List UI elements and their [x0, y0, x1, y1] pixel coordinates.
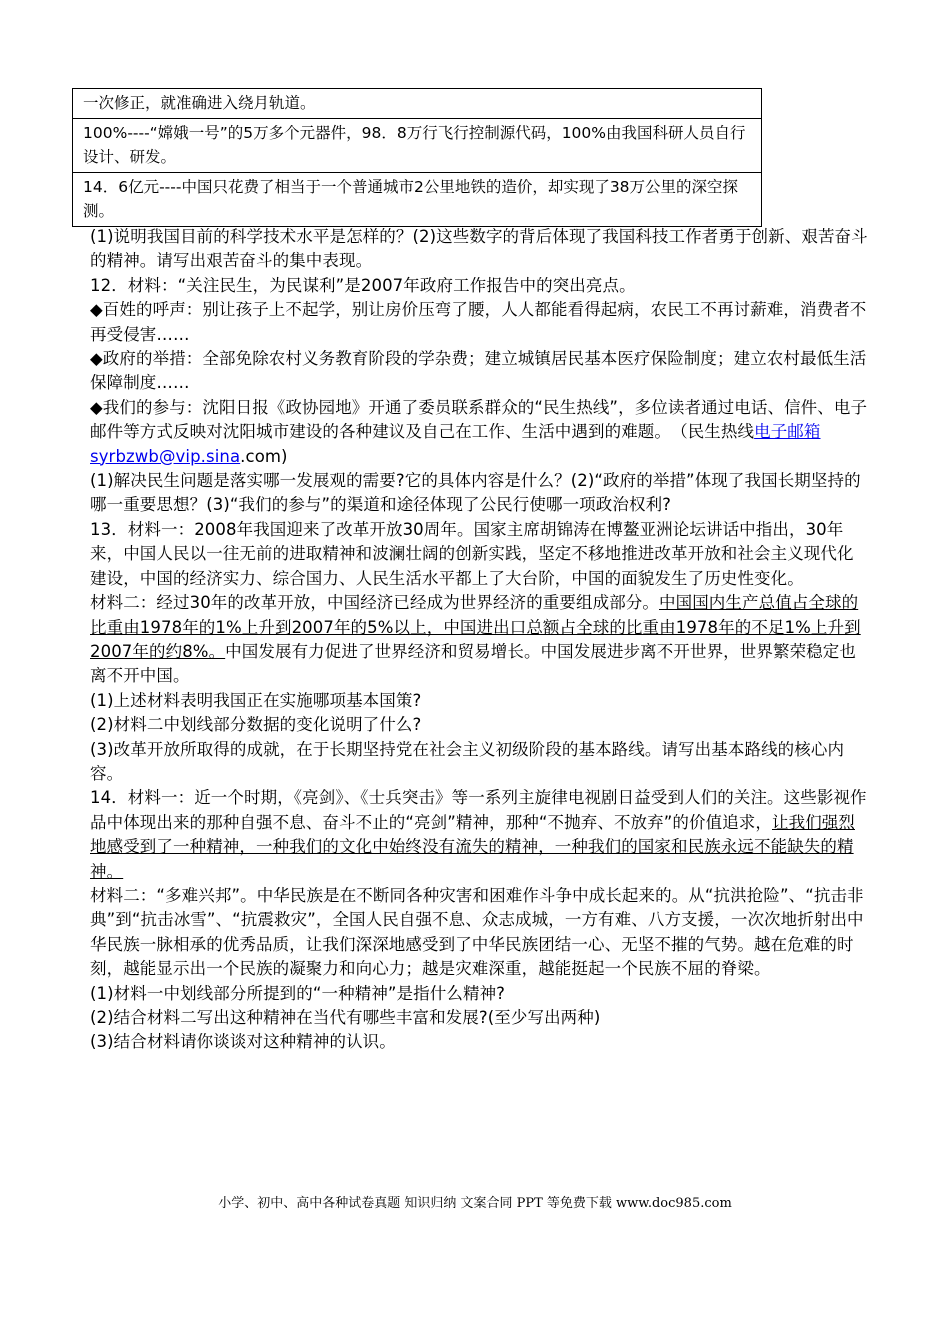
- email-link-label: 电子邮箱: [754, 422, 821, 442]
- q14-question-1: (1)材料一中划线部分所提到的“一种精神”是指什么精神?: [90, 983, 506, 1003]
- q13-m2-before: 材料二：经过30年的改革开放，中国经济已经成为世界经济的重要组成部分。: [90, 593, 659, 613]
- q14-m1-before: 14．材料一：近一个时期，《亮剑》、《士兵突击》等一系列主旋律电视剧日益受到人们的关注。这些影视作品中体现出来的那种自强不息、奋斗不止的“亮剑”精神，那种“不抛弃、不放弃”的价值追求，: [90, 788, 867, 832]
- table-row: 14．6亿元----中国只花费了相当于一个普通城市2公里地铁的造价，却实现了38万公里的深空探测。: [73, 172, 761, 226]
- q13-material-1: 13．材料一：2008年我国迎来了改革开放30周年。国家主席胡锦涛在博鳌亚洲论坛讲话中指出，30年来，中国人民以一往无前的进取精神和波澜壮阔的创新实践，坚定不移地推进改革开放和社会主义现代化建设，中国的经济实力、综合国力、人民生活水平都上了大台阶，中国的面貌发生了历史性变化。: [90, 519, 854, 588]
- q12-action: ◆政府的举措：全部免除农村义务教育阶段的学杂费；建立城镇居民基本医疗保险制度；建立农村最低生活保障制度……: [90, 349, 867, 393]
- page-footer: 小学、初中、高中各种试卷真题 知识归纳 文案合同 PPT 等免费下载 www.doc985.com: [218, 1196, 732, 1211]
- q14-material-2: 材料二：“多难兴邦”。中华民族是在不断同各种灾害和困难作斗争中成长起来的。从“抗洪抢险”、“抗击非典”到“抗击冰雪”、“抗震救灾”，全国人民自强不息、众志成城，一方有难、八方支援，一次次地折射出中华民族一脉相承的优秀品质，让我们深深地感受到了中华民族团结一心、无坚不摧的气势。越在危难的时刻，越能显示出一个民族的凝聚力和向心力；越是灾难深重，越能挺起一个民族不屈的脊梁。: [90, 885, 864, 979]
- q13-question-2: (2)材料二中划线部分数据的变化说明了什么?: [90, 715, 422, 735]
- email-link-address: syrbzwb@vip.sina: [90, 446, 241, 466]
- q13-material-2: [90, 591, 870, 689]
- q12-participation: [90, 396, 870, 469]
- q13-question-1: (1)上述材料表明我国正在实施哪项基本国策?: [90, 690, 422, 710]
- q13-question-3: (3)改革开放所取得的成就，在于长期坚持党在社会主义初级阶段的基本路线。请写出基本路线的核心内容。: [90, 739, 845, 783]
- q12-voice: ◆百姓的呼声：别让孩子上不起学，别让房价压弯了腰，人人都能看得起病，农民工不再讨薪难，消费者不再受侵害……: [90, 300, 867, 344]
- q12-participation-text: ◆我们的参与：沈阳日报《政协园地》开通了委员联系群众的“民生热线”，多位读者通过电话、信件、电子邮件等方式反映对沈阳城市建设的各种建议及自己在工作、生活中遇到的难题。 （民生热线: [90, 397, 868, 442]
- table-row: 100%----“嫦娥一号”的5万多个元器件，98．8万行飞行控制源代码，100%由我国科研人员自行设计、研发。: [73, 118, 761, 172]
- q14-question-2: (2)结合材料二写出这种精神在当代有哪些丰富和发展?(至少写出两种): [90, 1008, 601, 1027]
- q14-m1-underlined: 让我们强烈地感受到了一种精神，一种我们的文化中始终没有流失的精神，一种我们的国家和民族永远不能缺失的精神。: [90, 812, 855, 881]
- q13-m2-after: 中国发展有力促进了世界经济和贸易增长。中国发展进步离不开世界，世界繁荣稳定也离不开中国。: [90, 641, 856, 686]
- table-row: 一次修正，就准确进入绕月轨道。: [83, 94, 316, 112]
- q13-m2-underlined: 中国国内生产总值占全球的比重由1978年的1%上升到2007年的5%以上，中国进出口总额占全球的比重由1978年的不足1%上升到2007年的约8%。: [90, 593, 861, 661]
- q14-question-3: (3)结合材料请你谈谈对这种精神的认识。: [90, 1032, 396, 1052]
- material-table: [72, 88, 762, 227]
- question-content: [90, 225, 870, 1055]
- q11-questions: (1)说明我国目前的科学技术水平是怎样的？(2)这些数字的背后体现了我国科技工作者勇于创新、艰苦奋斗的精神。请写出艰苦奋斗的集中表现。: [90, 227, 868, 271]
- q14-material-1: [90, 786, 870, 884]
- q12-questions: (1)解决民生问题是落实哪一发展观的需要?它的具体内容是什么？(2)“政府的举措”体现了我国长期坚持的哪一重要思想？(3)“我们的参与”的渠道和途径体现了公民行使哪一项政治权利?: [90, 471, 861, 515]
- q12-intro: 12．材料：“关注民生，为民谋利”是2007年政府工作报告中的突出亮点。: [90, 275, 636, 295]
- email-tail: .com): [240, 446, 288, 466]
